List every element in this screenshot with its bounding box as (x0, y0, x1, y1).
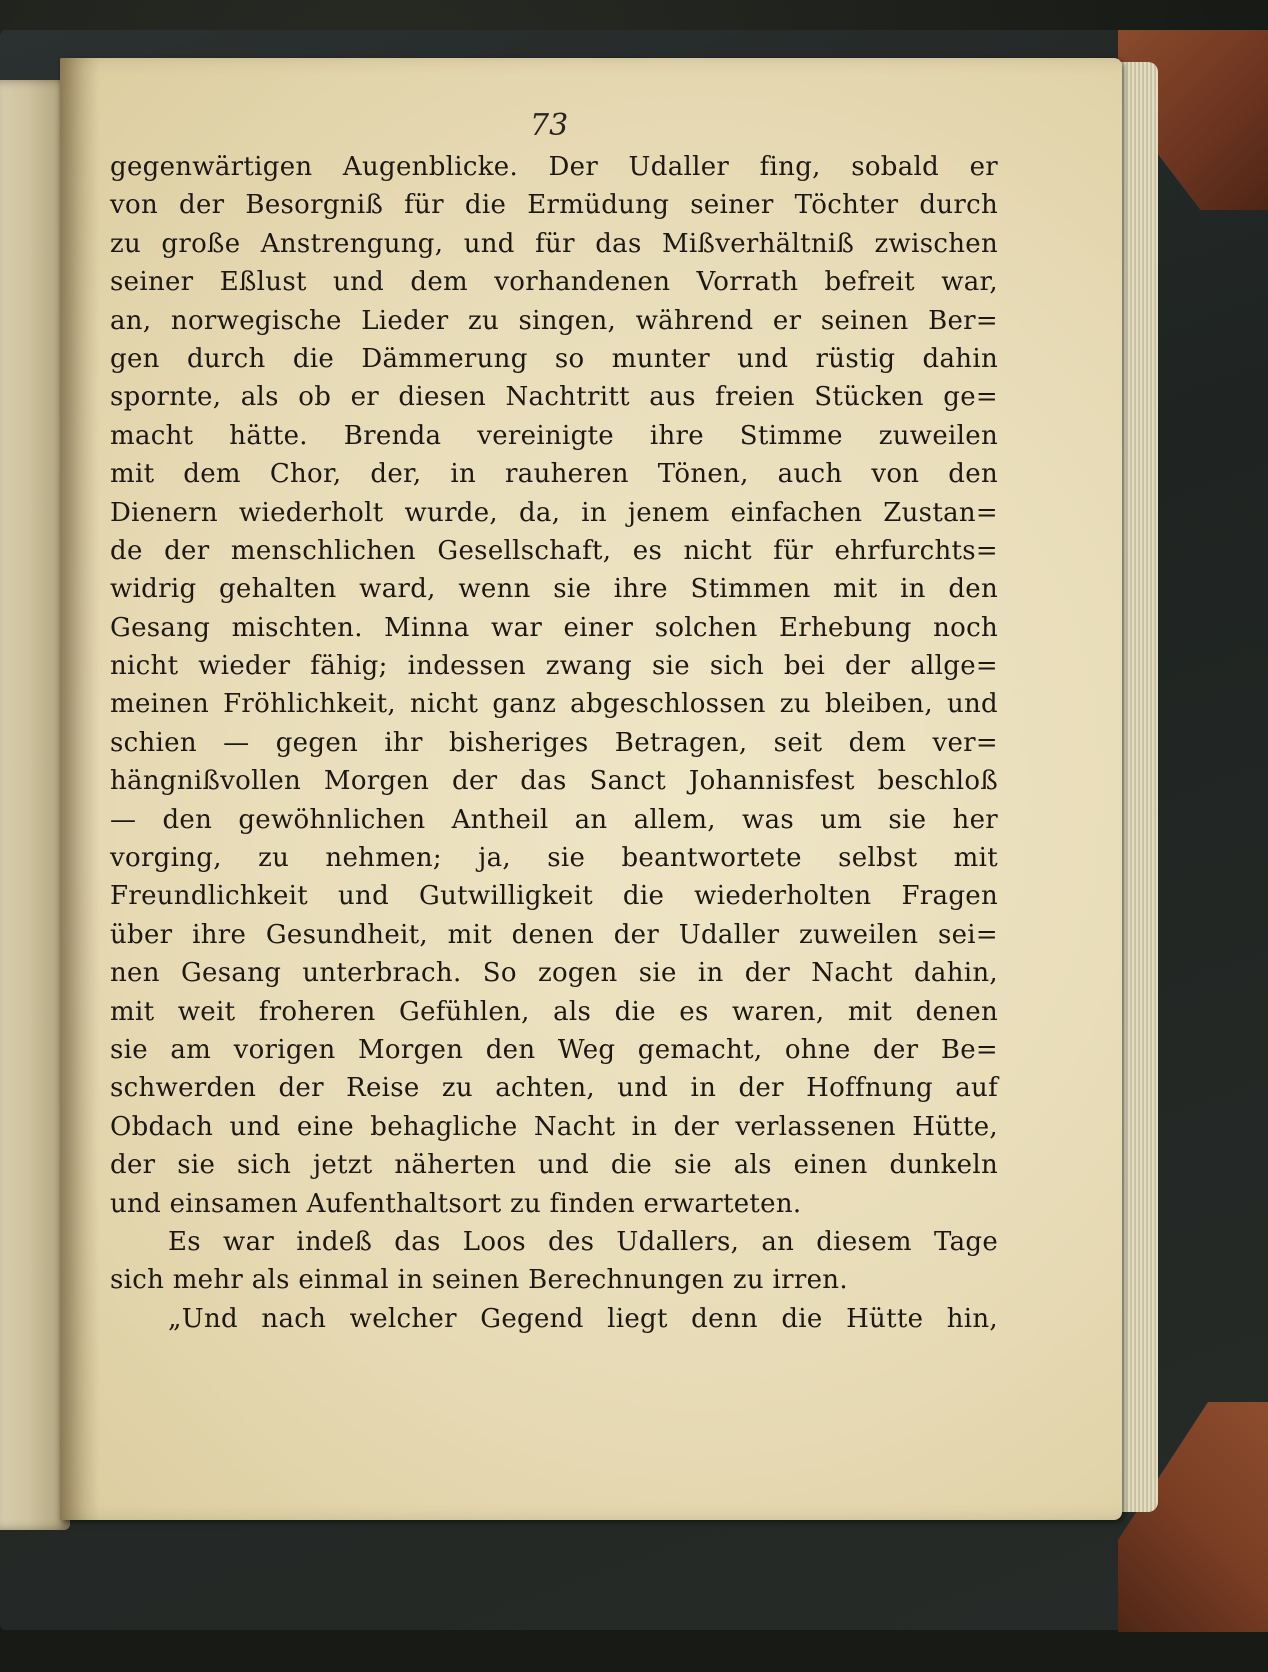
text-line: Freundlichkeit und Gutwilligkeit die wiederholten Fragen (110, 881, 998, 912)
text-line: sie am vorigen Morgen den Weg gemacht, ohne der Be= (110, 1034, 998, 1065)
text-line: Obdach und eine behagliche Nacht in der verlassenen Hütte, (110, 1111, 998, 1142)
text-line: nen Gesang unterbrach. So zogen sie in der Nacht dahin, (110, 958, 998, 989)
text-line: de der menschlichen Gesellschaft, es nicht für ehrfurchts= (110, 535, 998, 566)
text-line: hängnißvollen Morgen der das Sanct Johannisfest beschloß (110, 766, 998, 797)
text-line: meinen Fröhlichkeit, nicht ganz abgeschlossen zu bleiben, und (110, 689, 998, 720)
text-line: vorging, zu nehmen; ja, sie beantwortete selbst mit (110, 843, 998, 874)
text-line: zu große Anstrengung, und für das Mißverhältniß zwischen (110, 228, 998, 259)
text-line: gen durch die Dämmerung so munter und rüstig dahin (110, 343, 998, 374)
text-line: — den gewöhnlichen Antheil an allem, was um sie her (110, 804, 998, 835)
text-line: widrig gehalten ward, wenn sie ihre Stimmen mit in den (110, 574, 998, 605)
text-line: von der Besorgniß für die Ermüdung seiner Töchter durch (110, 190, 998, 221)
text-line: schwerden der Reise zu achten, und in der Hoffnung auf (110, 1073, 998, 1104)
text-line: und einsamen Aufenthaltsort zu finden erwarteten. (110, 1188, 802, 1219)
text-line: Es war indeß das Loos des Udallers, an diesem Tage (168, 1226, 998, 1257)
page-number: 73 (530, 108, 569, 143)
text-line: gegenwärtigen Augenblicke. Der Udaller fing, sobald er (110, 152, 998, 182)
text-line: sich mehr als einmal in seinen Berechnungen zu irren. (110, 1265, 848, 1296)
text-line: mit weit froheren Gefühlen, als die es waren, mit denen (110, 996, 998, 1027)
text-line: Gesang mischten. Minna war einer solchen Erhebung noch (110, 612, 998, 643)
text-line: macht hätte. Brenda vereinigte ihre Stimme zuweilen (110, 420, 998, 451)
text-line: schien — gegen ihr bisheriges Betragen, seit dem ver= (110, 727, 998, 758)
text-line: seiner Eßlust und dem vorhandenen Vorrath befreit war, (110, 267, 998, 298)
page-text (110, 148, 998, 1338)
text-line: über ihre Gesundheit, mit denen der Udaller zuweilen sei= (110, 919, 998, 950)
text-line: der sie sich jetzt näherten und die sie als einen dunkeln (110, 1150, 998, 1181)
text-line: Dienern wiederholt wurde, da, in jenem einfachen Zustan= (110, 497, 998, 528)
text-line: nicht wieder fähig; indessen zwang sie sich bei der allge= (110, 651, 998, 682)
text-line: „Und nach welcher Gegend liegt denn die Hütte hin, (168, 1303, 998, 1334)
text-line: spornte, als ob er diesen Nachtritt aus freien Stücken ge= (110, 382, 998, 413)
text-line: mit dem Chor, der, in rauheren Tönen, auch von den (110, 459, 998, 490)
text-line: an, norwegische Lieder zu singen, während er seinen Ber= (110, 305, 998, 336)
